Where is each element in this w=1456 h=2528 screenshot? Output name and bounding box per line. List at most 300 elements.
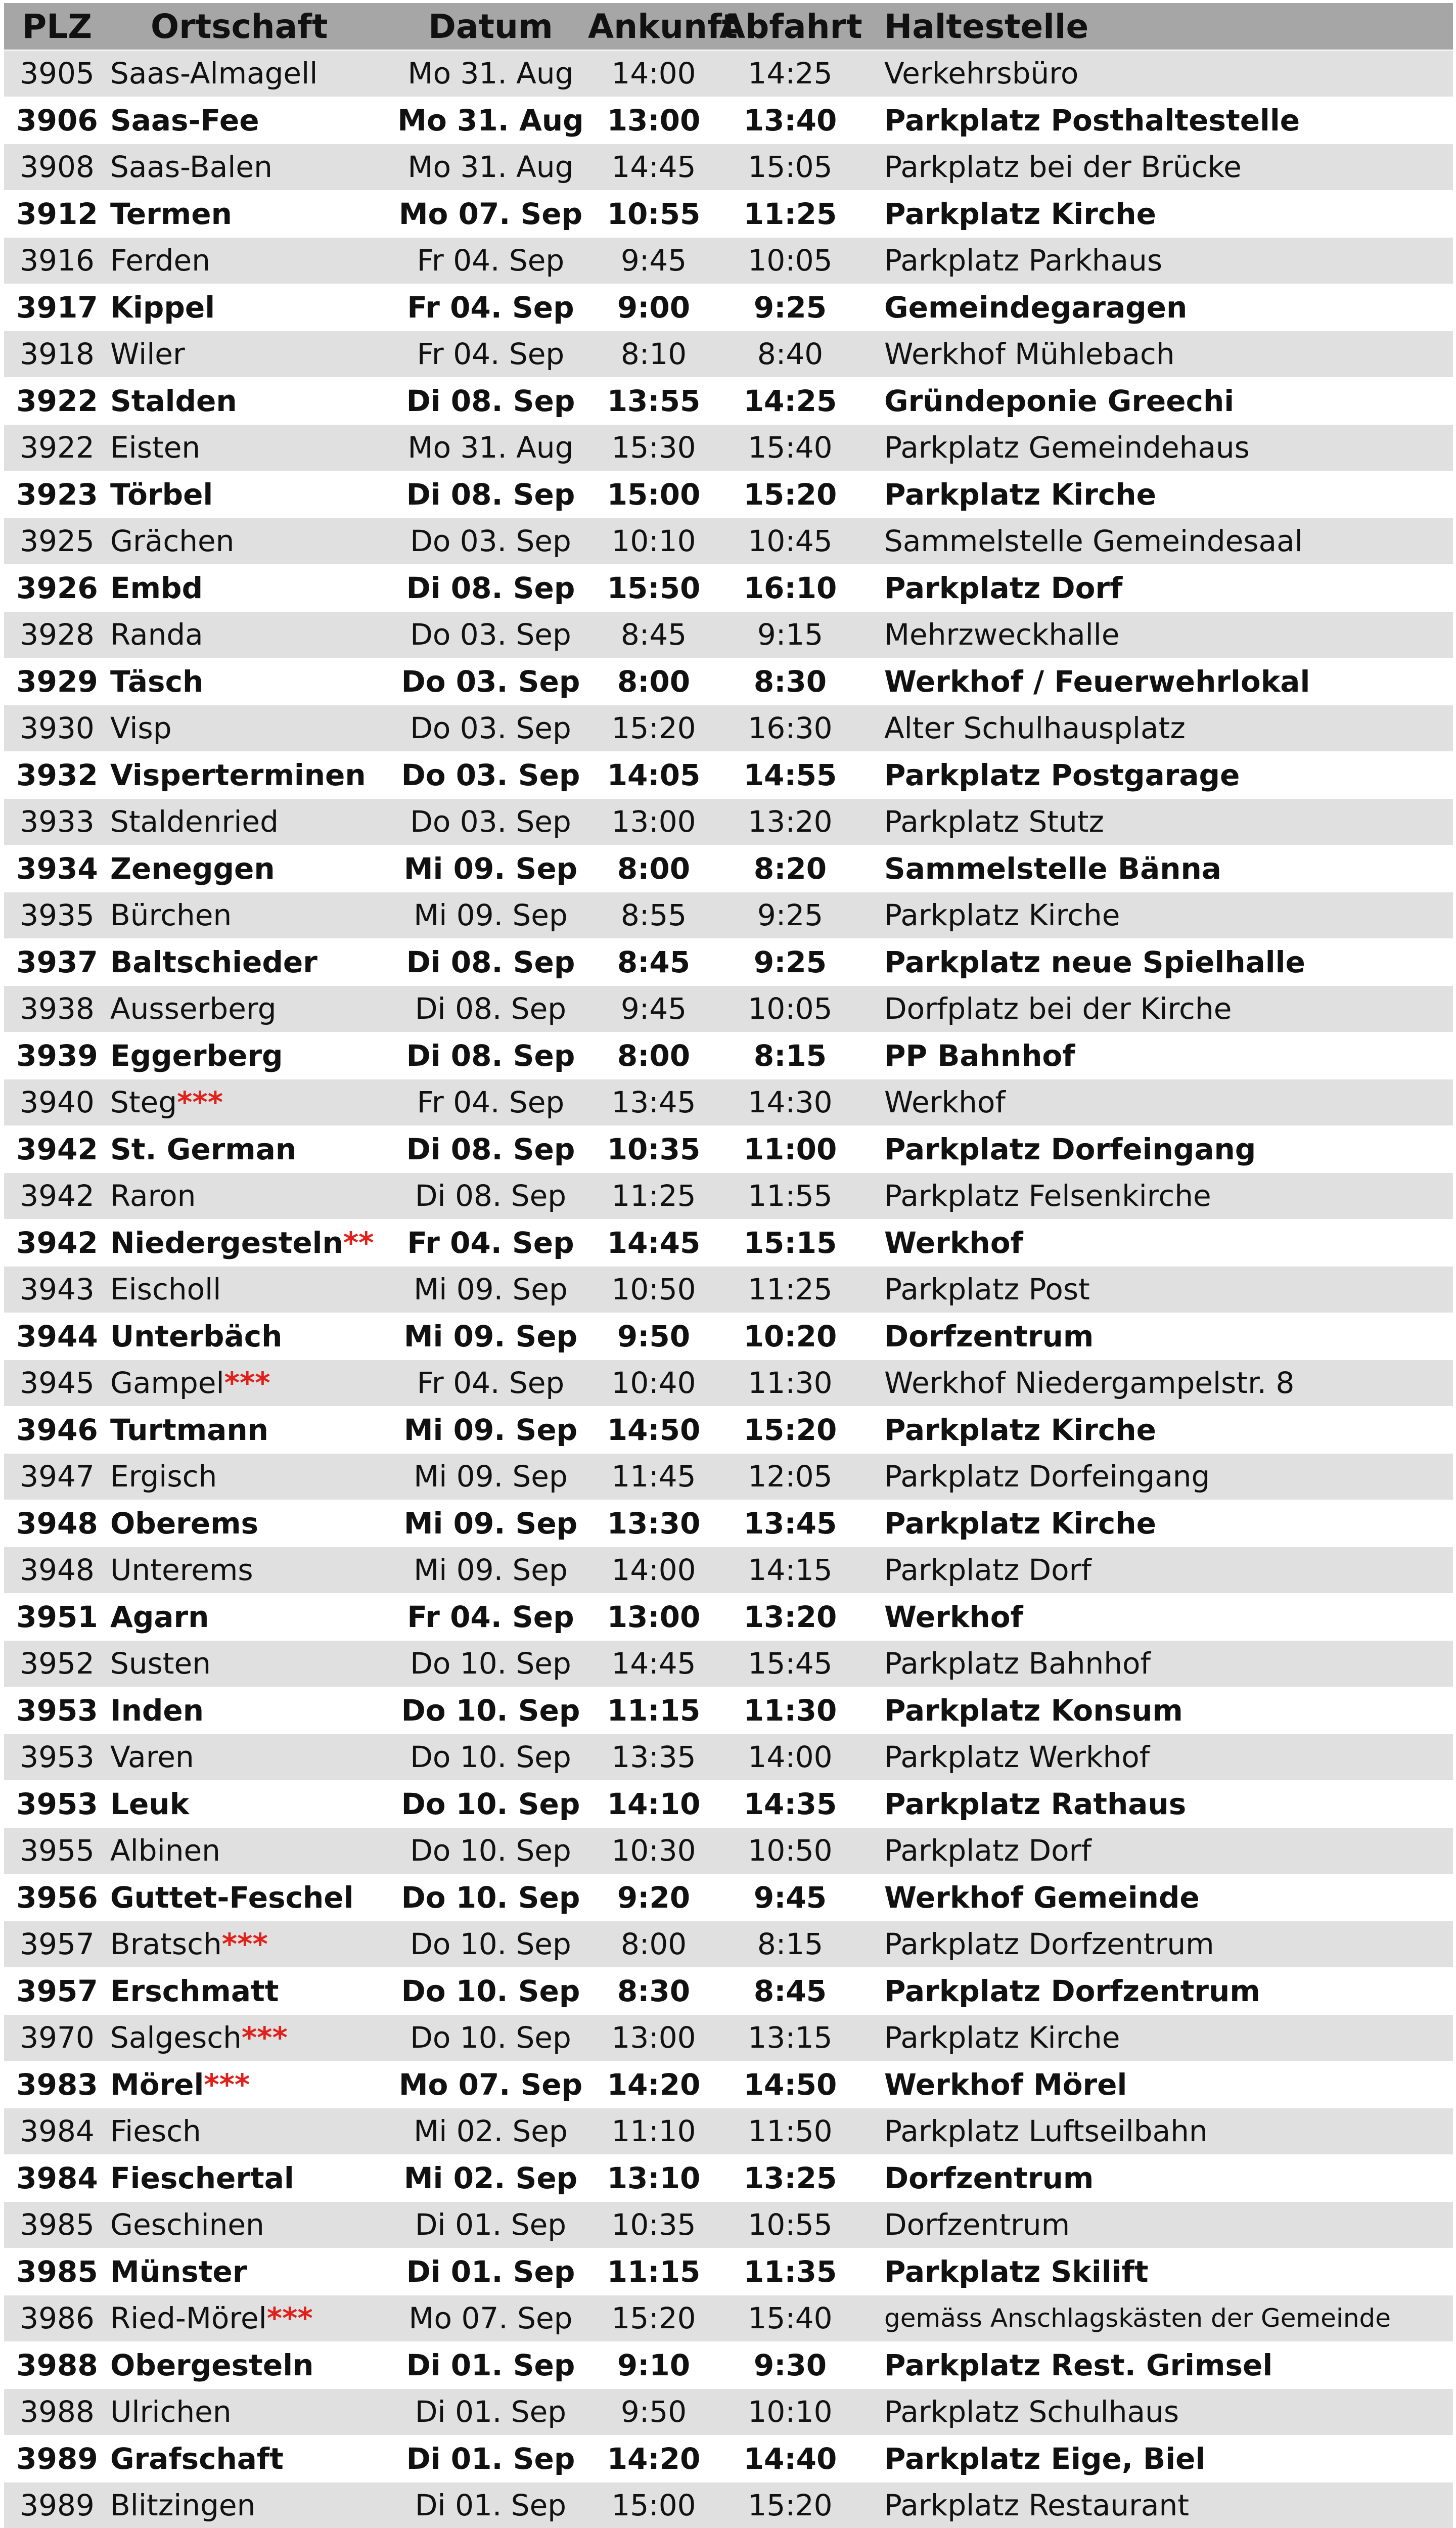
cell-datum: Do 10. Sep bbox=[410, 1646, 571, 1681]
table-row bbox=[4, 331, 1453, 378]
cell-plz: 3951 bbox=[16, 1599, 98, 1634]
cell-datum: Mi 02. Sep bbox=[403, 2160, 578, 2195]
cell-plz: 3912 bbox=[16, 196, 98, 231]
ortschaft-name: Leuk bbox=[110, 1786, 190, 1821]
header-haltestelle: Haltestelle bbox=[884, 7, 1089, 46]
cell-datum: Mi 09. Sep bbox=[403, 1319, 578, 1353]
cell-ortschaft bbox=[110, 1600, 393, 1634]
cell-datum: Di 01. Sep bbox=[406, 2254, 575, 2289]
ortschaft-name: Visperterminen bbox=[110, 757, 366, 792]
table-row bbox=[4, 144, 1453, 191]
ortschaft-name: Varen bbox=[110, 1740, 194, 1775]
cell-haltestelle: Parkplatz Luftseilbahn bbox=[884, 2114, 1208, 2149]
cell-datum: Di 01. Sep bbox=[415, 2207, 567, 2242]
cell-haltestelle: Parkplatz Schulhaus bbox=[884, 2395, 1179, 2429]
cell-abfahrt: 11:25 bbox=[748, 1272, 833, 1307]
ortschaft-name: Unterbäch bbox=[110, 1319, 283, 1353]
cell-plz: 3989 bbox=[16, 2441, 98, 2476]
cell-ankunft: 15:00 bbox=[607, 477, 701, 512]
cell-ankunft: 15:00 bbox=[611, 2488, 696, 2523]
cell-haltestelle: Werkhof Mörel bbox=[884, 2067, 1127, 2102]
cell-abfahrt: 14:55 bbox=[743, 757, 837, 792]
cell-ankunft: 9:10 bbox=[617, 2348, 691, 2382]
cell-abfahrt: 10:45 bbox=[748, 524, 833, 559]
table-row bbox=[4, 2342, 1453, 2389]
cell-ankunft: 15:20 bbox=[611, 2301, 696, 2336]
cell-ankunft: 9:45 bbox=[620, 991, 687, 1026]
cell-haltestelle: Parkplatz Dorfzentrum bbox=[884, 1973, 1260, 2008]
cell-plz: 3953 bbox=[16, 1693, 98, 1728]
cell-abfahrt: 15:45 bbox=[748, 1646, 833, 1681]
cell-abfahrt: 14:15 bbox=[748, 1553, 833, 1588]
cell-ortschaft bbox=[110, 1039, 393, 1073]
table-row bbox=[4, 1126, 1453, 1173]
cell-datum: Fr 04. Sep bbox=[407, 1225, 574, 1260]
cell-ankunft: 13:00 bbox=[611, 804, 696, 839]
table-row bbox=[4, 1594, 1453, 1641]
cell-datum: Do 03. Sep bbox=[401, 757, 580, 792]
cell-datum: Di 08. Sep bbox=[406, 570, 575, 605]
cell-ortschaft bbox=[110, 1085, 393, 1119]
cell-datum: Do 10. Sep bbox=[401, 1693, 580, 1728]
cell-haltestelle: Parkplatz Rathaus bbox=[884, 1786, 1187, 1821]
cell-haltestelle: Werkhof Mühlebach bbox=[884, 337, 1175, 372]
table-row bbox=[4, 612, 1453, 659]
table-row bbox=[4, 518, 1453, 565]
cell-plz: 3928 bbox=[20, 617, 95, 652]
cell-abfahrt: 11:50 bbox=[748, 2114, 833, 2149]
table-row bbox=[4, 1407, 1453, 1454]
ortschaft-name: Ausserberg bbox=[110, 991, 277, 1026]
ortschaft-name: Turtmann bbox=[110, 1412, 268, 1447]
cell-datum: Mi 09. Sep bbox=[414, 1553, 568, 1588]
cell-plz: 3942 bbox=[20, 1179, 95, 1213]
ortschaft-name: Ergisch bbox=[110, 1459, 217, 1494]
cell-haltestelle: Gründeponie Greechi bbox=[884, 383, 1235, 418]
table-row bbox=[4, 2108, 1453, 2155]
cell-ankunft: 15:20 bbox=[611, 711, 696, 746]
cell-abfahrt: 15:20 bbox=[748, 2488, 833, 2523]
cell-ortschaft bbox=[110, 1413, 393, 1447]
cell-plz: 3935 bbox=[20, 898, 95, 933]
cell-plz: 3925 bbox=[20, 524, 95, 559]
cell-datum: Di 01. Sep bbox=[406, 2348, 575, 2382]
cell-ankunft: 11:10 bbox=[611, 2114, 696, 2149]
cell-plz: 3953 bbox=[16, 1786, 98, 1821]
table-row bbox=[4, 238, 1453, 285]
cell-plz: 3922 bbox=[16, 383, 98, 418]
table-row bbox=[4, 892, 1453, 939]
cell-plz: 3945 bbox=[20, 1366, 95, 1401]
cell-abfahrt: 8:20 bbox=[753, 851, 827, 886]
ortschaft-name: Eggerberg bbox=[110, 1038, 283, 1073]
cell-plz: 3953 bbox=[20, 1740, 95, 1775]
cell-plz: 3930 bbox=[20, 711, 95, 746]
table-row bbox=[4, 565, 1453, 612]
cell-plz: 3932 bbox=[16, 757, 98, 792]
cell-haltestelle: Parkplatz bei der Brücke bbox=[884, 150, 1242, 185]
table-row bbox=[4, 285, 1453, 332]
cell-ortschaft bbox=[110, 103, 393, 138]
cell-ankunft: 9:00 bbox=[617, 290, 691, 325]
cell-ortschaft bbox=[110, 898, 393, 932]
cell-ankunft: 10:35 bbox=[607, 1132, 701, 1166]
cell-datum: Mi 09. Sep bbox=[414, 898, 568, 933]
cell-abfahrt: 14:25 bbox=[743, 383, 837, 418]
cell-ankunft: 14:20 bbox=[607, 2441, 701, 2476]
cell-abfahrt: 10:05 bbox=[748, 243, 833, 278]
cell-ankunft: 8:00 bbox=[617, 1038, 691, 1073]
cell-ankunft: 14:45 bbox=[611, 1646, 696, 1681]
ortschaft-name: Wiler bbox=[110, 337, 185, 372]
cell-ankunft: 10:35 bbox=[611, 2207, 696, 2242]
cell-datum: Di 08. Sep bbox=[406, 944, 575, 979]
cell-datum: Fr 04. Sep bbox=[417, 243, 565, 278]
cell-ankunft: 14:45 bbox=[611, 150, 696, 185]
cell-ankunft: 14:10 bbox=[607, 1786, 701, 1821]
cell-ankunft: 14:20 bbox=[607, 2067, 701, 2102]
cell-ortschaft bbox=[110, 2488, 393, 2522]
cell-plz: 3948 bbox=[20, 1553, 95, 1588]
cell-plz: 3985 bbox=[20, 2207, 95, 2242]
cell-datum: Mo 31. Aug bbox=[407, 56, 574, 91]
cell-ankunft: 14:00 bbox=[611, 1553, 696, 1588]
ortschaft-name: Agarn bbox=[110, 1599, 209, 1634]
cell-haltestelle: Parkplatz Dorf bbox=[884, 570, 1123, 605]
cell-ankunft: 14:50 bbox=[607, 1412, 701, 1447]
cell-abfahrt: 8:40 bbox=[757, 337, 824, 372]
ortschaft-name: Guttet-Feschel bbox=[110, 1880, 354, 1915]
cell-datum: Do 03. Sep bbox=[401, 664, 580, 699]
table-row bbox=[4, 799, 1453, 846]
table-row bbox=[4, 1968, 1453, 2015]
cell-datum: Di 01. Sep bbox=[415, 2488, 567, 2523]
cell-datum: Mo 07. Sep bbox=[408, 2301, 573, 2336]
cell-plz: 3985 bbox=[16, 2254, 98, 2289]
cell-plz: 3923 bbox=[16, 477, 98, 512]
cell-datum: Mo 31. Aug bbox=[407, 150, 574, 185]
cell-ankunft: 8:45 bbox=[620, 617, 687, 652]
ortschaft-name: Raron bbox=[110, 1179, 196, 1213]
cell-ortschaft bbox=[110, 1506, 393, 1541]
cell-ortschaft bbox=[110, 1366, 393, 1400]
ortschaft-name: Steg bbox=[110, 1085, 177, 1120]
cell-ankunft: 11:15 bbox=[607, 2254, 701, 2289]
cell-datum: Do 10. Sep bbox=[401, 1786, 580, 1821]
cell-plz: 3937 bbox=[16, 944, 98, 979]
cell-plz: 3938 bbox=[20, 991, 95, 1026]
cell-ankunft: 8:30 bbox=[617, 1973, 691, 2008]
cell-ortschaft bbox=[110, 2348, 393, 2382]
cell-haltestelle: Parkplatz Kirche bbox=[884, 1506, 1156, 1541]
cell-ortschaft bbox=[110, 1272, 393, 1306]
cell-abfahrt: 11:30 bbox=[743, 1693, 837, 1728]
cell-abfahrt: 10:55 bbox=[748, 2207, 833, 2242]
cell-haltestelle: Parkplatz Dorf bbox=[884, 1553, 1091, 1588]
cell-haltestelle: Werkhof bbox=[884, 1599, 1023, 1634]
cell-haltestelle: Parkplatz Bahnhof bbox=[884, 1646, 1151, 1681]
table-row bbox=[4, 2062, 1453, 2109]
cell-abfahrt: 13:25 bbox=[743, 2160, 837, 2195]
table-row bbox=[4, 425, 1453, 472]
cell-haltestelle: Parkplatz neue Spielhalle bbox=[884, 944, 1305, 979]
cell-datum: Di 08. Sep bbox=[406, 477, 575, 512]
cell-haltestelle: Verkehrsbüro bbox=[884, 56, 1079, 91]
footnote-mark: *** bbox=[221, 1927, 268, 1962]
cell-ortschaft bbox=[110, 664, 393, 699]
cell-datum: Di 08. Sep bbox=[406, 1038, 575, 1073]
cell-ankunft: 14:45 bbox=[607, 1225, 701, 1260]
cell-ortschaft bbox=[110, 1646, 393, 1681]
cell-ortschaft bbox=[110, 804, 393, 839]
cell-datum: Mo 31. Aug bbox=[407, 430, 574, 465]
cell-ankunft: 13:00 bbox=[607, 103, 701, 138]
cell-abfahrt: 14:00 bbox=[748, 1740, 833, 1775]
table-row bbox=[4, 1173, 1453, 1220]
cell-haltestelle: Parkplatz Dorfzentrum bbox=[884, 1927, 1214, 1962]
cell-haltestelle: Parkplatz Post bbox=[884, 1272, 1090, 1307]
cell-plz: 3908 bbox=[20, 150, 95, 185]
ortschaft-name: Täsch bbox=[110, 664, 204, 699]
cell-abfahrt: 13:40 bbox=[743, 103, 837, 138]
cell-ankunft: 14:05 bbox=[607, 757, 701, 792]
table-row bbox=[4, 1454, 1453, 1501]
cell-plz: 3984 bbox=[20, 2114, 95, 2149]
cell-abfahrt: 10:20 bbox=[743, 1319, 837, 1353]
cell-haltestelle: Parkplatz Skilift bbox=[884, 2254, 1149, 2289]
ortschaft-name: Grafschaft bbox=[110, 2441, 284, 2476]
table-body bbox=[4, 51, 1453, 2528]
cell-ankunft: 10:30 bbox=[611, 1833, 696, 1868]
cell-ortschaft bbox=[110, 384, 393, 418]
table-row bbox=[4, 2249, 1453, 2296]
cell-abfahrt: 15:15 bbox=[743, 1225, 837, 1260]
ortschaft-name: Saas-Balen bbox=[110, 150, 272, 185]
cell-ankunft: 13:10 bbox=[607, 2160, 701, 2195]
cell-haltestelle: Werkhof bbox=[884, 1225, 1023, 1260]
cell-datum: Do 10. Sep bbox=[410, 1740, 571, 1775]
cell-plz: 3929 bbox=[16, 664, 98, 699]
cell-haltestelle: Parkplatz Kirche bbox=[884, 2020, 1120, 2055]
cell-plz: 3957 bbox=[16, 1973, 98, 2008]
cell-haltestelle: Werkhof / Feuerwehrlokal bbox=[884, 664, 1310, 699]
cell-datum: Mi 09. Sep bbox=[403, 1506, 578, 1541]
cell-plz: 3943 bbox=[20, 1272, 95, 1307]
cell-ortschaft bbox=[110, 2020, 393, 2055]
cell-datum: Mo 31. Aug bbox=[397, 103, 584, 138]
cell-ortschaft bbox=[110, 617, 393, 652]
cell-plz: 3988 bbox=[20, 2395, 95, 2429]
ortschaft-name: Saas-Fee bbox=[110, 103, 259, 138]
table-row bbox=[4, 1314, 1453, 1361]
cell-datum: Fr 04. Sep bbox=[417, 1085, 565, 1120]
cell-haltestelle: Parkplatz Gemeindehaus bbox=[884, 430, 1250, 465]
cell-haltestelle: Werkhof Niedergampelstr. 8 bbox=[884, 1366, 1295, 1401]
cell-ankunft: 8:55 bbox=[620, 898, 687, 933]
cell-ortschaft bbox=[110, 2067, 393, 2102]
cell-abfahrt: 15:20 bbox=[743, 477, 837, 512]
cell-ankunft: 10:40 bbox=[611, 1366, 696, 1401]
cell-haltestelle: Werkhof bbox=[884, 1085, 1006, 1120]
cell-abfahrt: 10:50 bbox=[748, 1833, 833, 1868]
cell-ankunft: 10:55 bbox=[607, 196, 701, 231]
ortschaft-name: Fieschertal bbox=[110, 2160, 294, 2195]
table-row bbox=[4, 2436, 1453, 2483]
cell-ortschaft bbox=[110, 1553, 393, 1587]
cell-haltestelle: Mehrzweckhalle bbox=[884, 617, 1120, 652]
table-row bbox=[4, 1828, 1453, 1875]
cell-abfahrt: 11:00 bbox=[743, 1132, 837, 1166]
cell-abfahrt: 12:05 bbox=[748, 1459, 833, 1494]
cell-ortschaft bbox=[110, 571, 393, 605]
cell-plz: 3942 bbox=[16, 1225, 98, 1260]
cell-abfahrt: 8:30 bbox=[753, 664, 827, 699]
cell-datum: Di 01. Sep bbox=[406, 2441, 575, 2476]
cell-abfahrt: 10:05 bbox=[748, 991, 833, 1026]
cell-abfahrt: 9:25 bbox=[753, 290, 827, 325]
cell-plz: 3984 bbox=[16, 2160, 98, 2195]
cell-ankunft: 10:10 bbox=[611, 524, 696, 559]
cell-plz: 3946 bbox=[16, 1412, 98, 1447]
table-row bbox=[4, 378, 1453, 425]
cell-ankunft: 14:00 bbox=[611, 56, 696, 91]
cell-abfahrt: 13:45 bbox=[743, 1506, 837, 1541]
cell-datum: Mi 09. Sep bbox=[403, 1412, 578, 1447]
cell-ortschaft bbox=[110, 2442, 393, 2476]
cell-plz: 3933 bbox=[20, 804, 95, 839]
cell-ortschaft bbox=[110, 430, 393, 465]
cell-ankunft: 13:45 bbox=[611, 1085, 696, 1120]
ortschaft-name: St. German bbox=[110, 1132, 297, 1166]
cell-plz: 3947 bbox=[20, 1459, 95, 1494]
cell-plz: 3988 bbox=[16, 2348, 98, 2382]
cell-ortschaft bbox=[110, 2161, 393, 2195]
footnote-mark: *** bbox=[241, 2020, 288, 2055]
cell-plz: 3948 bbox=[16, 1506, 98, 1541]
cell-datum: Mi 02. Sep bbox=[414, 2114, 568, 2149]
ortschaft-name: Eischoll bbox=[110, 1272, 221, 1307]
cell-ankunft: 13:00 bbox=[607, 1599, 701, 1634]
cell-haltestelle: Parkplatz Dorfeingang bbox=[884, 1132, 1256, 1166]
cell-abfahrt: 9:25 bbox=[757, 898, 824, 933]
cell-haltestelle: Parkplatz Dorf bbox=[884, 1833, 1091, 1868]
cell-abfahrt: 9:30 bbox=[753, 2348, 827, 2382]
cell-abfahrt: 8:15 bbox=[753, 1038, 827, 1073]
cell-abfahrt: 14:50 bbox=[743, 2067, 837, 2102]
table-row bbox=[4, 939, 1453, 986]
header-plz: PLZ bbox=[22, 7, 93, 46]
ortschaft-name: Blitzingen bbox=[110, 2488, 256, 2523]
cell-ortschaft bbox=[110, 851, 393, 886]
ortschaft-name: Ulrichen bbox=[110, 2395, 232, 2429]
cell-ortschaft bbox=[110, 758, 393, 792]
cell-haltestelle: Dorfzentrum bbox=[884, 1319, 1094, 1353]
cell-ankunft: 9:20 bbox=[617, 1880, 691, 1915]
cell-abfahrt: 11:35 bbox=[743, 2254, 837, 2289]
cell-plz: 3983 bbox=[16, 2067, 98, 2102]
cell-haltestelle: Parkplatz Parkhaus bbox=[884, 243, 1163, 278]
cell-datum: Di 08. Sep bbox=[415, 1179, 567, 1213]
table-row bbox=[4, 98, 1453, 145]
cell-haltestelle: Parkplatz Stutz bbox=[884, 804, 1104, 839]
cell-ortschaft bbox=[110, 945, 393, 979]
cell-haltestelle: PP Bahnhof bbox=[884, 1038, 1075, 1073]
table-row bbox=[4, 2015, 1453, 2062]
footnote-mark: *** bbox=[224, 1366, 270, 1401]
header-ankunft: Ankunft bbox=[588, 7, 738, 46]
cell-datum: Fr 04. Sep bbox=[417, 1366, 565, 1401]
cell-ortschaft bbox=[110, 1740, 393, 1774]
table-row bbox=[4, 2155, 1453, 2202]
cell-datum: Fr 04. Sep bbox=[417, 337, 565, 372]
table-row bbox=[4, 1641, 1453, 1688]
cell-abfahrt: 15:20 bbox=[743, 1412, 837, 1447]
cell-ankunft: 13:00 bbox=[611, 2020, 696, 2055]
ortschaft-name: Kippel bbox=[110, 290, 215, 325]
ortschaft-name: Fiesch bbox=[110, 2114, 201, 2149]
cell-haltestelle: Werkhof Gemeinde bbox=[884, 1880, 1200, 1915]
cell-haltestelle: Gemeindegaragen bbox=[884, 290, 1188, 325]
cell-plz: 3942 bbox=[16, 1132, 98, 1166]
cell-haltestelle: Parkplatz Kirche bbox=[884, 196, 1156, 231]
cell-haltestelle: Alter Schulhausplatz bbox=[884, 711, 1186, 746]
table-row bbox=[4, 846, 1453, 893]
cell-plz: 3940 bbox=[20, 1085, 95, 1120]
ortschaft-name: Eisten bbox=[110, 430, 201, 465]
ortschaft-name: Obergesteln bbox=[110, 2348, 314, 2382]
table-row bbox=[4, 472, 1453, 519]
cell-datum: Do 10. Sep bbox=[401, 1880, 580, 1915]
cell-ankunft: 13:30 bbox=[607, 1506, 701, 1541]
cell-abfahrt: 15:05 bbox=[748, 150, 833, 185]
footnote-mark: *** bbox=[266, 2301, 313, 2336]
cell-haltestelle: Parkplatz Rest. Grimsel bbox=[884, 2348, 1273, 2382]
ortschaft-name: Zeneggen bbox=[110, 851, 275, 886]
cell-abfahrt: 15:40 bbox=[748, 2301, 833, 2336]
ortschaft-name: Erschmatt bbox=[110, 1973, 279, 2008]
cell-abfahrt: 14:35 bbox=[743, 1786, 837, 1821]
cell-ankunft: 8:00 bbox=[617, 851, 691, 886]
cell-datum: Fr 04. Sep bbox=[407, 290, 574, 325]
ortschaft-name: Embd bbox=[110, 570, 203, 605]
ortschaft-name: Gampel bbox=[110, 1366, 224, 1401]
cell-ortschaft bbox=[110, 197, 393, 231]
cell-abfahrt: 13:20 bbox=[748, 804, 833, 839]
ortschaft-name: Randa bbox=[110, 617, 203, 652]
table-row bbox=[4, 191, 1453, 238]
cell-plz: 3939 bbox=[16, 1038, 98, 1073]
cell-abfahrt: 9:25 bbox=[753, 944, 827, 979]
cell-ankunft: 15:50 bbox=[607, 570, 701, 605]
cell-ankunft: 9:45 bbox=[620, 243, 687, 278]
cell-ortschaft bbox=[110, 56, 393, 91]
cell-ortschaft bbox=[110, 1179, 393, 1213]
cell-plz: 3944 bbox=[16, 1319, 98, 1353]
cell-haltestelle: Dorfplatz bei der Kirche bbox=[884, 991, 1232, 1026]
cell-plz: 3989 bbox=[20, 2488, 95, 2523]
cell-ortschaft bbox=[110, 1880, 393, 1915]
table-row bbox=[4, 2482, 1453, 2528]
cell-plz: 3926 bbox=[16, 570, 98, 605]
table-row bbox=[4, 1360, 1453, 1407]
table-row bbox=[4, 752, 1453, 799]
header-abfahrt: Abfahrt bbox=[719, 7, 862, 46]
cell-ankunft: 11:15 bbox=[607, 1693, 701, 1728]
table-row bbox=[4, 1079, 1453, 1126]
cell-ortschaft bbox=[110, 2301, 393, 2335]
table-row bbox=[4, 1267, 1453, 1314]
footnote-mark: *** bbox=[177, 1085, 223, 1120]
